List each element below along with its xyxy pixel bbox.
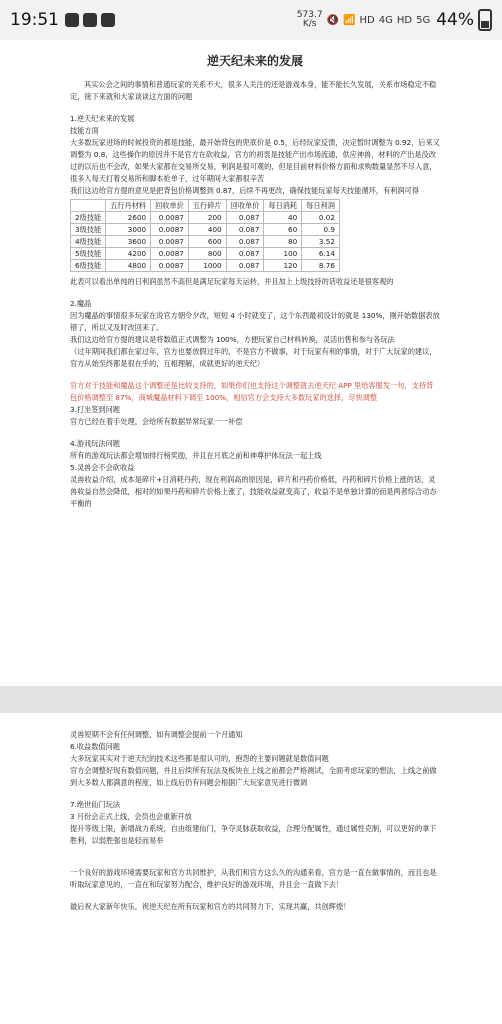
s2-p1: 因为魔晶的事情很多玩家在说官方朝令夕改，短短 4 小时就变了，这个东西最初设计的就是 130%，刚开始数据表放错了，所以又及时改回来了。 — [70, 311, 440, 332]
intro: 其实公会之间的事情和普通玩家的关系不大，很多人关注的还是游戏本身，能不能长久发展，关系市场稳定不稳定，接下来就和大家谈谈这方面的问题 — [70, 80, 437, 101]
s7-p1: 3 月份会正式上线，会员也会重新开放 — [70, 812, 192, 821]
th: 每日利润 — [302, 200, 340, 212]
cell: 4级技能 — [71, 236, 106, 248]
cell: 6级技能 — [71, 260, 106, 272]
s5-heading: 5.灵兽会不会砍收益 — [70, 463, 135, 472]
cell: 800 — [188, 248, 226, 260]
th: 五行碎片 — [188, 200, 226, 212]
table-row — [71, 236, 340, 248]
page-gap — [0, 686, 502, 713]
cell: 0.9 — [302, 224, 340, 236]
p2-p1: 灵兽短期不会有任何调整，如有调整会提前一个月通知 — [70, 730, 243, 739]
cell: 6.14 — [302, 248, 340, 260]
s6-p1: 大多玩家其实对于逆天纪的技术这些都是很认可的，抱怨的主要问题就是数值问题 — [70, 754, 329, 763]
cell: 3级技能 — [71, 224, 106, 236]
doc-title: 逆天纪未来的发展 — [206, 54, 303, 68]
cell: 0.0087 — [151, 224, 189, 236]
clock: 19:51 — [10, 10, 59, 30]
th: 每日消耗 — [264, 200, 302, 212]
cell: 3.52 — [302, 236, 340, 248]
cell: 3600 — [106, 236, 151, 248]
th: 五行丹材料 — [106, 200, 151, 212]
document-page-1[interactable] — [0, 40, 502, 686]
cell: 4800 — [106, 260, 151, 272]
cell: 80 — [264, 236, 302, 248]
cell: 400 — [188, 224, 226, 236]
hd-label: HD — [359, 14, 375, 26]
cell: 60 — [264, 224, 302, 236]
closing-1: 一个良好的游戏环境需要玩家和官方共同维护，从我们和官方这么久的沟通来看，官方是一直在做事情的，而且也是听取玩家意见的，一直在和玩家努力配合，维护良好的游戏环境，并且会一直做下去！ — [70, 868, 437, 889]
s3-heading: 3.打坐签到问题 — [70, 405, 120, 414]
cell: 0.0087 — [151, 236, 189, 248]
cell: 5级技能 — [71, 248, 106, 260]
s2-heading: 2.魔晶 — [70, 299, 92, 308]
s5-p: 灵兽收益介绍，成本是碎片+日消耗丹药，现在利润高的原因是，碎片和丹药价格低，丹药和碎片价格上涨的话，灵兽收益自然会降低，相对的如果丹药和碎片价格上涨了，技能收益就变高了，收益不是单独计算的而是两者综合动态平衡的 — [70, 475, 437, 508]
cell: 0.087 — [226, 248, 264, 260]
cell: 0.087 — [226, 236, 264, 248]
cell: 8.76 — [302, 260, 340, 272]
document-page-2[interactable] — [0, 713, 502, 1024]
s7-p2: 提升等级上限，新增战力系统，自由组建仙门，争夺灵脉获取收益，合理分配属性，通过属性克制，可以更好的拿下胜利，以弱胜强也是轻而易举 — [70, 824, 437, 845]
cell: 40 — [264, 212, 302, 224]
cell: 120 — [264, 260, 302, 272]
table-row — [71, 224, 340, 236]
cell: 0.02 — [302, 212, 340, 224]
s2-p2: 我们这边给官方提的建议是将数值正式调整为 100%，方便玩家自己材料转换，灵活出售和参与各玩法 — [70, 335, 395, 344]
cell: 600 — [188, 236, 226, 248]
table-row — [71, 260, 340, 272]
cell: 4200 — [106, 248, 151, 260]
4g-label: 4G — [378, 14, 393, 26]
gallery-icon — [101, 13, 115, 27]
s1-p1: 大多数玩家进场的时候投资的都是技能，最开始背包的兜底价是 0.5，后经玩家反馈，决定暂时调整为 0.92，后来又调整为 0.8，这些操作的原因并不是官方在砍收益，官方的初衷是技能产出市场流通，供应神兽，材料的产出是没改过的以后也不会改，如果大家都在交易所交易，利润是很可观的，但是目前材料价格方面和求购数量显然不尽人意，很多人每天打着交易所和脚本抢单子，过年期间大家都很辛苦 — [70, 138, 440, 183]
5g-label: 5G — [416, 14, 431, 26]
cell: 200 — [188, 212, 226, 224]
network-speed: 573.7 K/s — [296, 10, 323, 29]
cell: 2600 — [106, 212, 151, 224]
notification-icon — [65, 13, 79, 27]
s6-heading: 6.收益数值问题 — [70, 742, 120, 751]
s1-sub: 技能方面 — [70, 126, 99, 135]
s2-p3: （过年期间我们都在家过年，官方也要放假过年的，不是官方不做事，对于玩家有利的事情，对于广大玩家的建议，官方从始至终都是很在乎的，互相理解，成就更好的逆天纪） — [70, 347, 437, 368]
table-row — [71, 212, 340, 224]
message-icon — [83, 13, 97, 27]
th: 回收单价 — [226, 200, 264, 212]
status-bar — [0, 0, 502, 40]
cell: 0.087 — [226, 260, 264, 272]
s1-p3: 此表可以看出单纯的日利润虽然不高但是满足玩家每天运转，并且加上上级技持的话收益还是很客观的 — [70, 277, 394, 286]
cell: 0.0087 — [151, 212, 189, 224]
s3-p: 官方已经在着手处理，会给所有数据异常玩家一一补偿 — [70, 417, 243, 426]
cell: 0.0087 — [151, 260, 189, 272]
hd-label-2: HD — [396, 14, 413, 26]
table-row — [71, 248, 340, 260]
wifi-icon: 📶 — [343, 14, 356, 26]
cell: 0.087 — [226, 224, 264, 236]
closing-2: 最后祝大家新年快乐，祝逆天纪在所有玩家和官方的共同努力下，实现共赢，共创辉煌！ — [70, 902, 351, 911]
cell: 3000 — [106, 224, 151, 236]
skill-table — [70, 199, 340, 272]
battery-icon — [478, 9, 492, 31]
s7-heading: 7.绝世仙门玩法 — [70, 800, 120, 809]
cell: 2级技能 — [71, 212, 106, 224]
s1-heading: 1.逆天纪未来的发展 — [70, 114, 135, 123]
mute-icon: 🔇 — [326, 14, 340, 26]
th — [71, 200, 106, 212]
s4-heading: 4.游戏玩法问题 — [70, 439, 120, 448]
table-header-row — [71, 200, 340, 212]
s6-p2: 官方会调整好现有数值问题，并且后续所有玩法及板块在上线之前都会严格测试，全面考虑玩家的想法，上线之前做到大多数人都满意的程度，如上线后仍有问题会根据广大玩家意见进行微调 — [70, 766, 437, 787]
s4-p: 所有的游戏玩法都会增加排行榜奖励，并且在月底之前和神尊护体玩法一起上线 — [70, 451, 322, 460]
cell: 0.087 — [226, 212, 264, 224]
cell: 100 — [264, 248, 302, 260]
cell: 1000 — [188, 260, 226, 272]
battery-percent: 44% — [436, 10, 474, 30]
support-notice: 官方对于技能和魔晶这个调整还是比较支持的，如果你们也支持这个调整就去逆天纪 APP 里给客服发一句，支持背包价格调整至 87%，商城魔晶材料下调至 100%，相信官方会支持大多数玩家的选择，尽快调整 — [70, 381, 434, 402]
cell: 0.0087 — [151, 248, 189, 260]
s1-p2: 我们这边给官方提的意见是把背包价格调整到 0.87，后续不再更改，确保技能玩家每天技能循环，有利润可得 — [70, 186, 419, 195]
th: 回收单价 — [151, 200, 189, 212]
